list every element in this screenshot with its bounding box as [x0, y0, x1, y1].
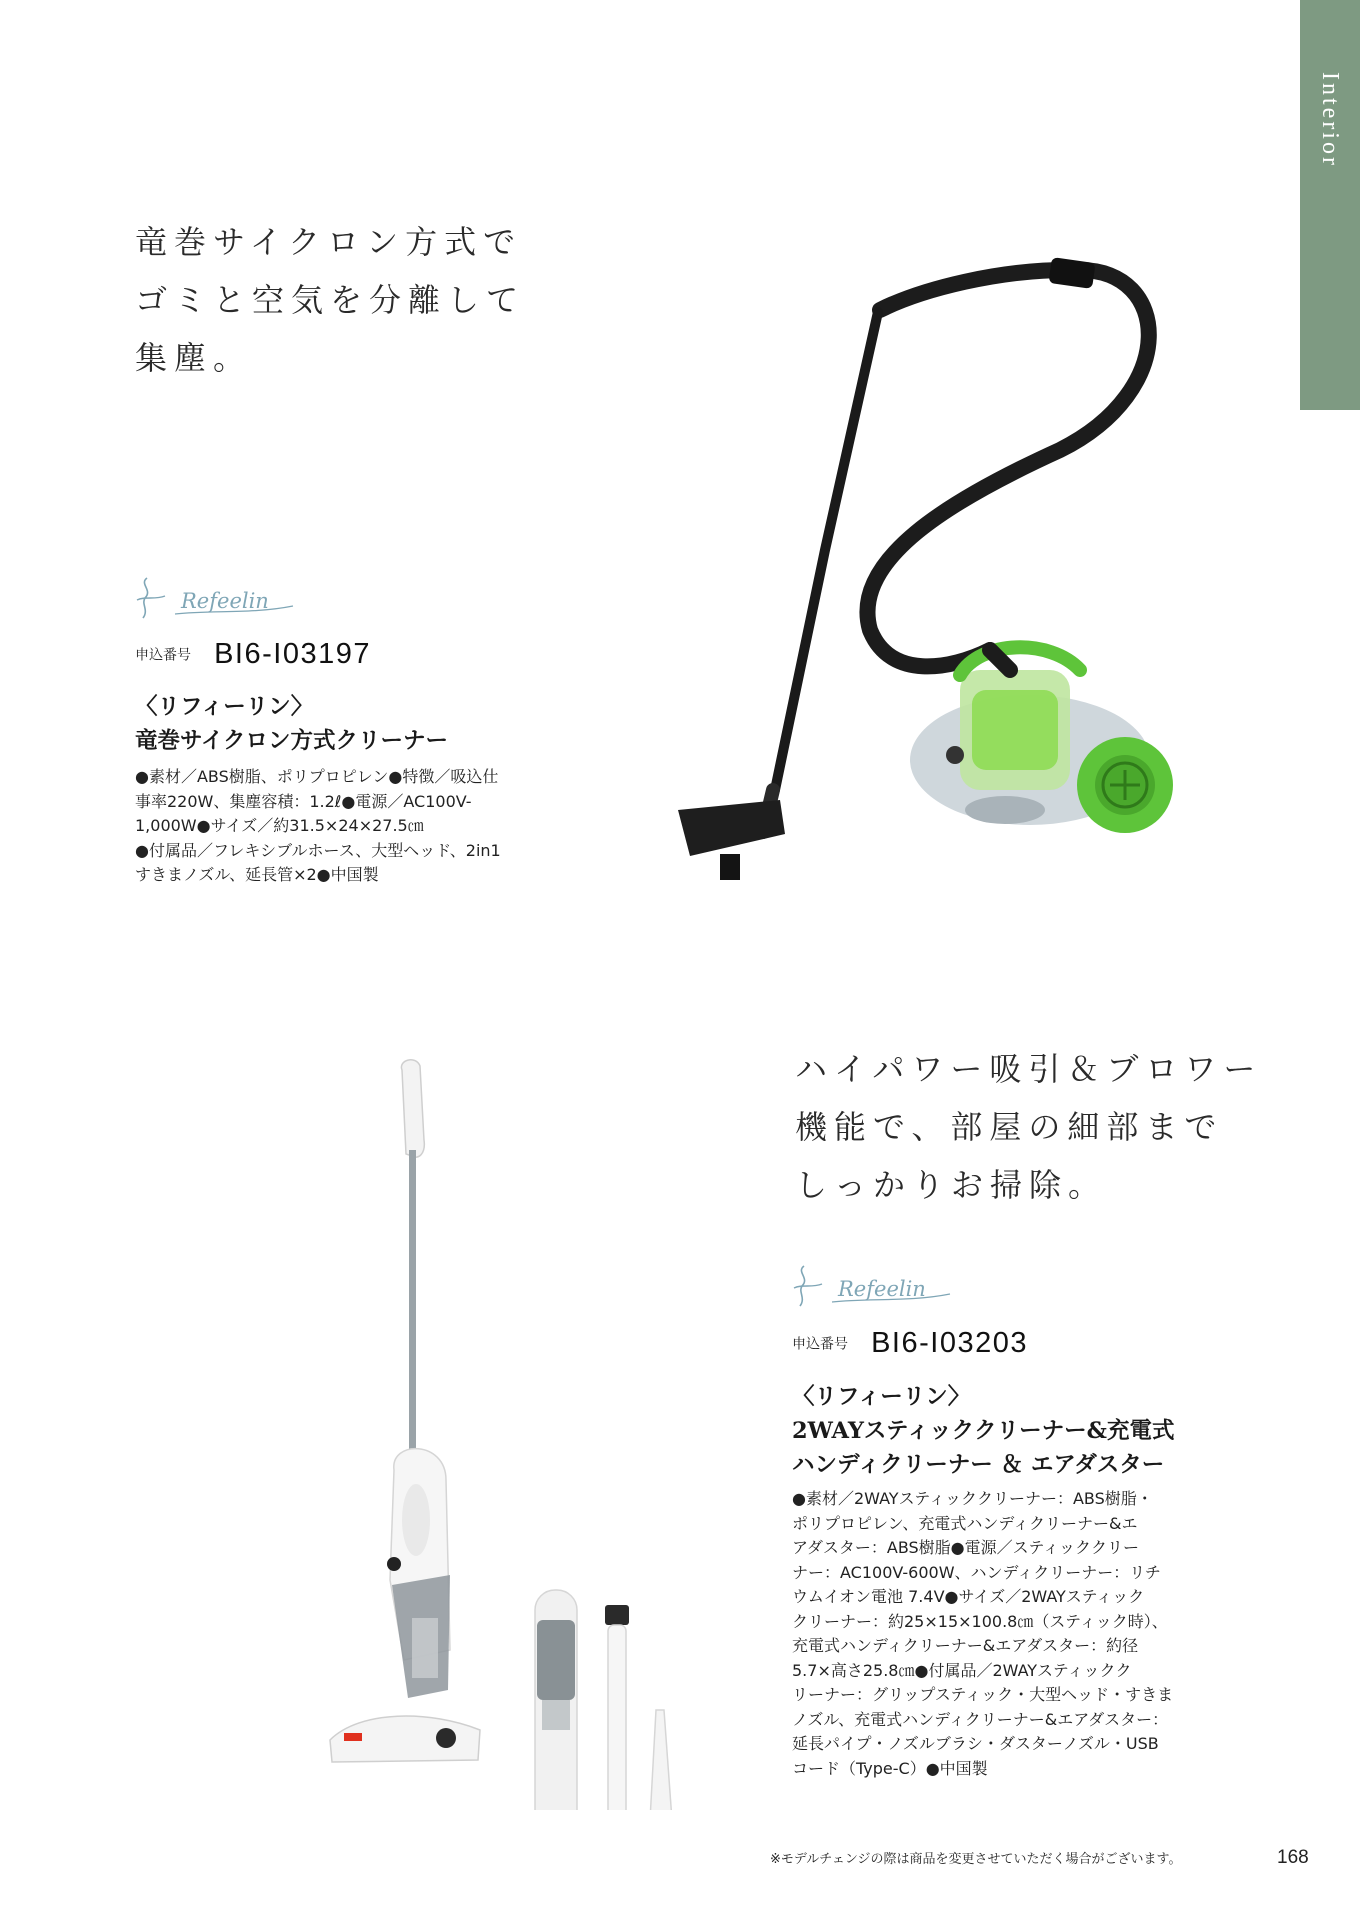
spec-line: ノズル、充電式ハンディクリーナー&エアダスター：: [792, 1709, 1169, 1729]
spec-line: ポリプロピレン、充電式ハンディクリーナー&エ: [792, 1513, 1138, 1533]
product2-name: [792, 1380, 1174, 1482]
spec-line: リーナー：グリップスティック・大型ヘッド・すきま: [792, 1685, 1174, 1704]
section-tab: [1300, 0, 1360, 410]
order-number: BI6-I03203: [871, 1327, 1028, 1359]
extension-pipe: [775, 312, 878, 790]
hose: [867, 270, 1148, 667]
headline-line: しっかりお掃除。: [795, 1166, 1108, 1204]
spec-line: 5.7×高さ25.8㎝●付属品／2WAYスティックク: [792, 1660, 1132, 1680]
spec-line: ●付属品／フレキシブルホース、大型ヘッド、2in1: [135, 840, 501, 860]
logo-text: Refeelin: [181, 589, 269, 613]
spec-line: アダスター：ABS樹脂●電源／スティッククリー: [792, 1538, 1140, 1557]
spec-line: クリーナー：約25×15×100.8㎝（スティック時）、: [792, 1611, 1168, 1631]
product1-order-row: [135, 638, 371, 671]
product-name-line: 2WAYスティッククリーナー&充電式: [792, 1418, 1175, 1444]
product2-headline: [795, 1040, 1262, 1214]
hose-cuff: [1048, 257, 1095, 289]
order-label: 申込番号: [792, 1336, 848, 1353]
canister-vacuum-image: [660, 250, 1190, 890]
product-name-line: 竜巻サイクロン方式クリーナー: [135, 728, 448, 754]
headline-line: 竜巻サイクロン方式で: [135, 223, 523, 261]
product-name-line: 〈リフィーリン〉: [135, 694, 314, 720]
product2-specs: [792, 1487, 1173, 1781]
spec-line: ウムイオン電池 7.4V●サイズ／2WAYスティック: [792, 1587, 1145, 1606]
product2-brand-logo: [790, 1258, 960, 1314]
product1-specs: [135, 765, 501, 888]
headline-line: ハイパワー吸引＆ブロワー: [795, 1050, 1263, 1088]
order-number: BI6-I03197: [214, 638, 371, 670]
grip-handle: [401, 1060, 424, 1157]
disclaimer-note: ※モデルチェンジの際は商品を変更させていただく場合がございます。: [770, 1852, 1182, 1867]
spec-line: ●素材／ABS樹脂、ポリプロピレン●特徴／吸込仕: [135, 767, 499, 786]
floor-head: [678, 800, 785, 856]
headline-line: 集塵。: [135, 339, 253, 377]
spec-line: すきまノズル、延長管×2●中国製: [135, 865, 379, 884]
product-name-line: 〈リフィーリン〉: [792, 1384, 971, 1410]
spec-line: ナー：AC100V-600W、ハンディクリーナー：リチ: [792, 1562, 1161, 1582]
spec-line: コード（Type-C）●中国製: [792, 1758, 988, 1778]
product2-order-row: [792, 1327, 1028, 1360]
spec-line: ●素材／2WAYスティッククリーナー：ABS樹脂・: [792, 1489, 1153, 1508]
brush-nozzle: [605, 1605, 629, 1625]
spec-line: 延長パイプ・ノズルブラシ・ダスターノズル・USB: [792, 1734, 1159, 1753]
page-number: 168: [1277, 1847, 1309, 1868]
product1-headline: [135, 213, 525, 387]
spec-line: 充電式ハンディクリーナー&エアダスター：約径: [792, 1636, 1139, 1655]
product1-brand-logo: [133, 570, 303, 626]
headline-line: 機能で、部屋の細部まで: [795, 1108, 1224, 1146]
section-tab-label: Interior: [1317, 72, 1343, 168]
headline-line: ゴミと空気を分離して: [135, 281, 526, 319]
logo-text: Refeelin: [838, 1277, 926, 1301]
product1-name: [135, 690, 448, 758]
product-name-line: ハンディクリーナー ＆ エアダスター: [792, 1452, 1165, 1478]
spec-line: 1,000W●サイズ／約31.5×24×27.5㎝: [135, 816, 424, 835]
stick-pole: [409, 1150, 416, 1470]
spec-line: 事率220W、集塵容積：1.2ℓ●電源／AC100V-: [135, 791, 472, 811]
stick-cleaner-image: [320, 1050, 690, 1810]
order-label: 申込番号: [135, 647, 191, 664]
duster-nozzle: [650, 1710, 672, 1810]
